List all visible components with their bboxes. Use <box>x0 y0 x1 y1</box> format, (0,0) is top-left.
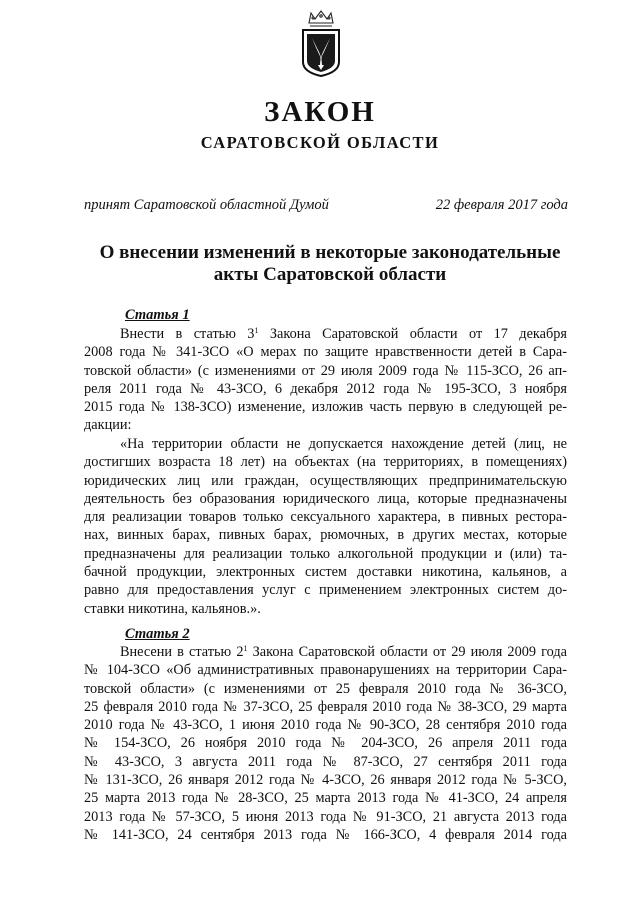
law-title: ЗАКОН <box>264 96 376 128</box>
region-title: САРАТОВСКОЙ ОБЛАСТИ <box>200 133 440 152</box>
article-2-title: Статья 2 <box>125 626 190 642</box>
adopted-by: принят Саратовской областной Думой <box>84 197 329 213</box>
text-line: 25 февраля 2010 года № 37-ЗСО, 25 февраля 2010 года № 38-ЗСО, 29 марта <box>84 698 567 715</box>
text-fragment: Внесени в статью 2 <box>120 644 244 660</box>
text-line: реля 2011 года № 43-ЗСО, 6 декабря 2012 года № 195-ЗСО, 3 ноября <box>84 380 567 397</box>
adopted-date: 22 февраля 2017 года <box>435 197 568 213</box>
text-line: равно для предоставления услуг с применением электронных систем до- <box>84 582 567 599</box>
text-line: № 131-ЗСО, 26 января 2012 года № 4-ЗСО, 26 января 2012 года № 5-ЗСО, <box>84 772 567 789</box>
text-line: 2013 года № 57-ЗСО, 5 июня 2013 года № 91-ЗСО, 21 августа 2013 года <box>84 808 567 825</box>
text-line: юридических лиц или граждан, осуществляющих предпринимательскую <box>84 472 567 489</box>
text-line: № 104-ЗСО «Об административных правонарушениях на территории Сара- <box>84 662 567 679</box>
text-line: № 43-ЗСО, 3 августа 2011 года № 87-ЗСО, 27 сентября 2011 года <box>84 753 567 770</box>
text-line: 2015 года № 138-ЗСО) изменение, изложив часть первую в следующей ре- <box>84 399 567 416</box>
text-line: для реализации товаров только сексуального характера, в пивных ресторa- <box>84 509 567 526</box>
text-line: № 141-ЗСО, 24 сентября 2013 года № 166-ЗСО, 4 февраля 2014 года <box>84 826 567 843</box>
article-1-quote <box>84 435 567 618</box>
text-line: ставки никотина, кальянов.». <box>84 600 261 617</box>
text-line: 25 марта 2013 года № 28-ЗСО, 25 марта 2013 года № 41-ЗСО, 24 апреля <box>84 790 567 807</box>
text-line: дакции: <box>84 417 132 434</box>
text-line: 2010 года № 43-ЗСО, 1 июня 2010 года № 90-ЗСО, 28 сентября 2010 года <box>84 717 567 734</box>
text-line <box>84 643 567 661</box>
superscript: 1 <box>243 644 248 653</box>
text-fragment: Закона Саратовской области от 17 декабря <box>258 326 567 342</box>
text-line <box>84 325 567 343</box>
document-heading <box>60 242 600 286</box>
text-line: бачной продукции, электронных систем доставки никотина, кальянов, а <box>84 564 567 581</box>
coat-of-arms-icon <box>299 10 343 78</box>
text-fragment: Закона Саратовской области от 29 июля 2009 года <box>247 644 567 660</box>
text-line: 2008 года № 341-ЗСО «О мерах по защите нравственности детей в Сара- <box>84 344 567 361</box>
article-1-title: Статья 1 <box>125 307 190 323</box>
text-line: товской области» (с изменениями от 29 июля 2009 года № 115-ЗСО, 26 ап- <box>84 362 567 379</box>
article-2-paragraph <box>84 643 567 844</box>
superscript: 1 <box>254 326 259 335</box>
text-line: деятельность без образования юридического лица, которые предназначены <box>84 490 567 507</box>
article-1-paragraph <box>84 325 567 435</box>
text-line: предназначены для реализации только алкогольной продукции и (или) та- <box>84 545 567 562</box>
text-line: № 154-ЗСО, 26 ноября 2010 года № 204-ЗСО, 26 апреля 2011 года <box>84 735 567 752</box>
text-line: «На территории области не допускается нахождение детей (лиц, не <box>120 436 567 452</box>
text-fragment: Внести в статью 3 <box>120 326 255 342</box>
heading-line: акты Саратовской области <box>213 264 447 285</box>
heading-line: О внесении изменений в некоторые законодательные <box>99 242 561 263</box>
text-line: нах, винных барах, пивных барах, рюмочных, в других местах, которые <box>84 527 567 544</box>
text-line: товской области» (с изменениями от 25 февраля 2010 года № 36-ЗСО, <box>84 680 567 697</box>
text-line: достигших возраста 18 лет) на объектах (на территориях, в помещениях) <box>84 454 567 471</box>
